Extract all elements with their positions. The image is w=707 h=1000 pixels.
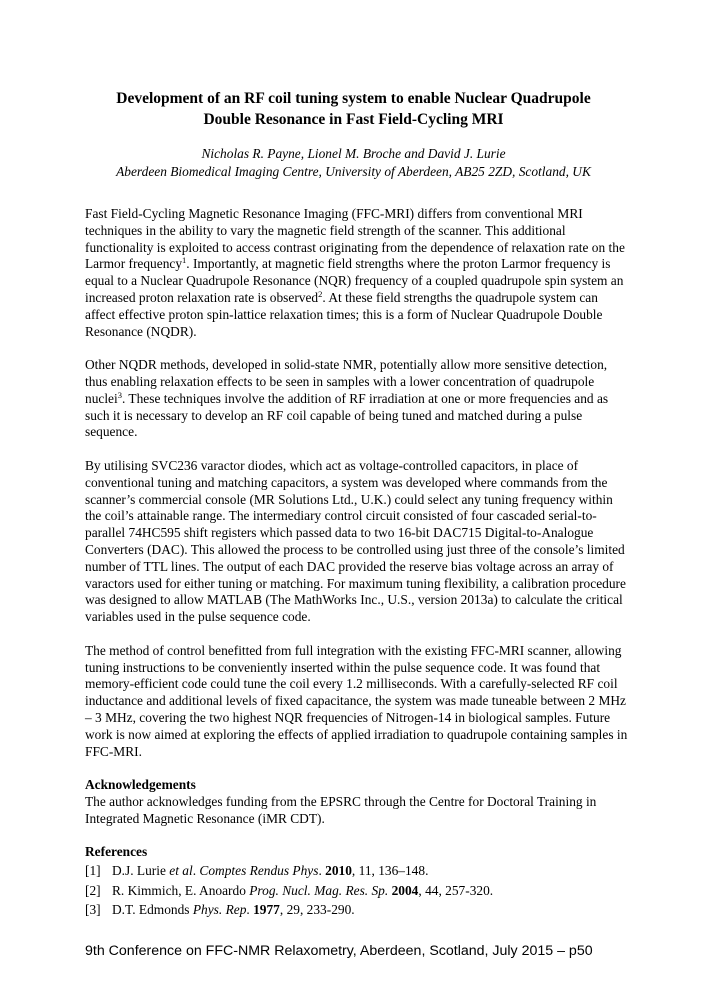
reference-number: [3] [85, 902, 101, 918]
reference-number: [2] [85, 882, 101, 898]
citation-1: 1 [182, 255, 187, 266]
acknowledgements-text: The author acknowledges funding from the EPSRC through the Centre for Doctoral Training in Integrated Magnetic Resonance (iMR CDT). [85, 793, 597, 826]
reference-item [85, 861, 630, 881]
paragraph-2 [85, 357, 630, 441]
reference-details: , 44, 257-320. [418, 882, 494, 898]
paragraph-1 [85, 206, 630, 340]
page-footer: 9th Conference on FFC-NMR Relaxometry, Aberdeen, Scotland, July 2015 – p50 [85, 943, 593, 959]
paragraph-1-text-c: . At these field strengths the quadrupole system can affect effective proton spin-lattice relaxation times; this is a form of Nuclear Quadrupole Double Resonance (NQDR). [85, 289, 603, 339]
references-section [85, 844, 630, 919]
reference-journal: Comptes Rendus Phys [199, 863, 319, 879]
reference-item [85, 900, 630, 920]
reference-details: , 11, 136–148. [351, 863, 429, 879]
reference-details: , 29, 233-290. [279, 902, 355, 918]
title-line-2: Double Resonance in Fast Field-Cycling MRI [203, 111, 504, 128]
acknowledgements-heading: Acknowledgements [85, 777, 196, 793]
abstract-body [85, 206, 630, 920]
reference-authors: D.J. Lurie [112, 863, 170, 879]
paper-title [40, 88, 667, 130]
paragraph-1-text-a: Fast Field-Cycling Magnetic Resonance Imaging (FFC-MRI) differs from conventional MRI techniques in the ability to vary the magnetic field strength of the scanner. This additional functionality is exploited to access contrast originating from the dependence of relaxation rate on the Larmor frequency [85, 206, 625, 272]
paragraph-4: The method of control benefitted from full integration with the existing FFC-MRI scanner, allowing tuning instructions to be conveniently inserted within the pulse sequence code. It was found that memory-efficient code could tune the coil every 1.2 milliseconds. With a carefully-selected RF coil inductance and additional levels of fixed capacitance, the system was made tuneable between 2 MHz – 3 MHz, covering the two highest NQR frequencies of Nitrogen-14 in biological samples. Future work is now aimed at exploring the effects of applied irradiation to quadrupole containing samples in FFC-MRI. [85, 642, 628, 759]
paragraph-2-text-b: . These techniques involve the addition of RF irradiation at one or more frequencies and as such it is necessary to develop an RF coil capable of being tuned and matched during a pulse sequence. [85, 390, 609, 440]
paragraph-2-text-a: Other NQDR methods, developed in solid-state NMR, potentially allow more sensitive detection, thus enabling relaxation effects to be seen in samples with a lower concentration of quadrupole nuclei [85, 357, 608, 406]
reference-item [85, 881, 630, 901]
reference-journal: Phys. Rep [192, 902, 247, 918]
citation-2: 2 [318, 288, 323, 299]
author-names: Nicholas R. Payne, Lionel M. Broche and David J. Lurie [201, 146, 506, 161]
reference-journal: Prog. Nucl. Mag. Res. Sp. [249, 882, 389, 898]
reference-authors: R. Kimmich, E. Anoardo [112, 882, 250, 898]
author-block [40, 145, 667, 181]
reference-year: 1977 [253, 902, 280, 918]
citation-3: 3 [117, 389, 122, 400]
reference-dot: . [318, 863, 326, 879]
references-heading: References [85, 844, 148, 860]
reference-year: 2010 [325, 863, 352, 879]
paragraph-3: By utilising SVC236 varactor diodes, which act as voltage-controlled capacitors, in place of conventional tuning and matching capacitors, a system was developed where commands from the scanner’s commercial console (MR Solutions Ltd., U.K.) could select any tuning frequency within the coil’s attainable range. The intermediary control circuit consisted of four cascaded serial-to-parallel 74HC595 shift registers which passed data to two 16-bit DAC715 Digital-to-Analogue Converters (DAC). This allowed the process to be controlled using just three of the console’s limited number of TTL lines. The output of each DAC provided the reserve bias voltage across an array of varactors used for either tuning or matching. For maximum tuning flexibility, a calibration procedure was designed to allow MATLAB (The MathWorks Inc., U.S., version 2013a) to calculate the critical variables used in the pulse sequence code. [85, 457, 626, 625]
reference-year: 2004 [391, 882, 419, 898]
reference-authors: D.T. Edmonds [112, 902, 193, 918]
reference-number: [1] [85, 863, 101, 879]
reference-dot: . [246, 902, 254, 918]
reference-sep: . [192, 863, 200, 879]
author-affiliation: Aberdeen Biomedical Imaging Centre, University of Aberdeen, AB25 2ZD, Scotland, UK [116, 164, 591, 179]
title-line-1: Development of an RF coil tuning system to enable Nuclear Quadrupole [116, 90, 591, 107]
paragraph-1-text-b: . Importantly, at magnetic field strengths where the proton Larmor frequency is equal to a Nuclear Quadrupole Resonance (NQR) frequency of a coupled quadrupole spin system an increased proton relaxation rate is observed [85, 256, 624, 305]
reference-etal: et al [169, 863, 193, 879]
